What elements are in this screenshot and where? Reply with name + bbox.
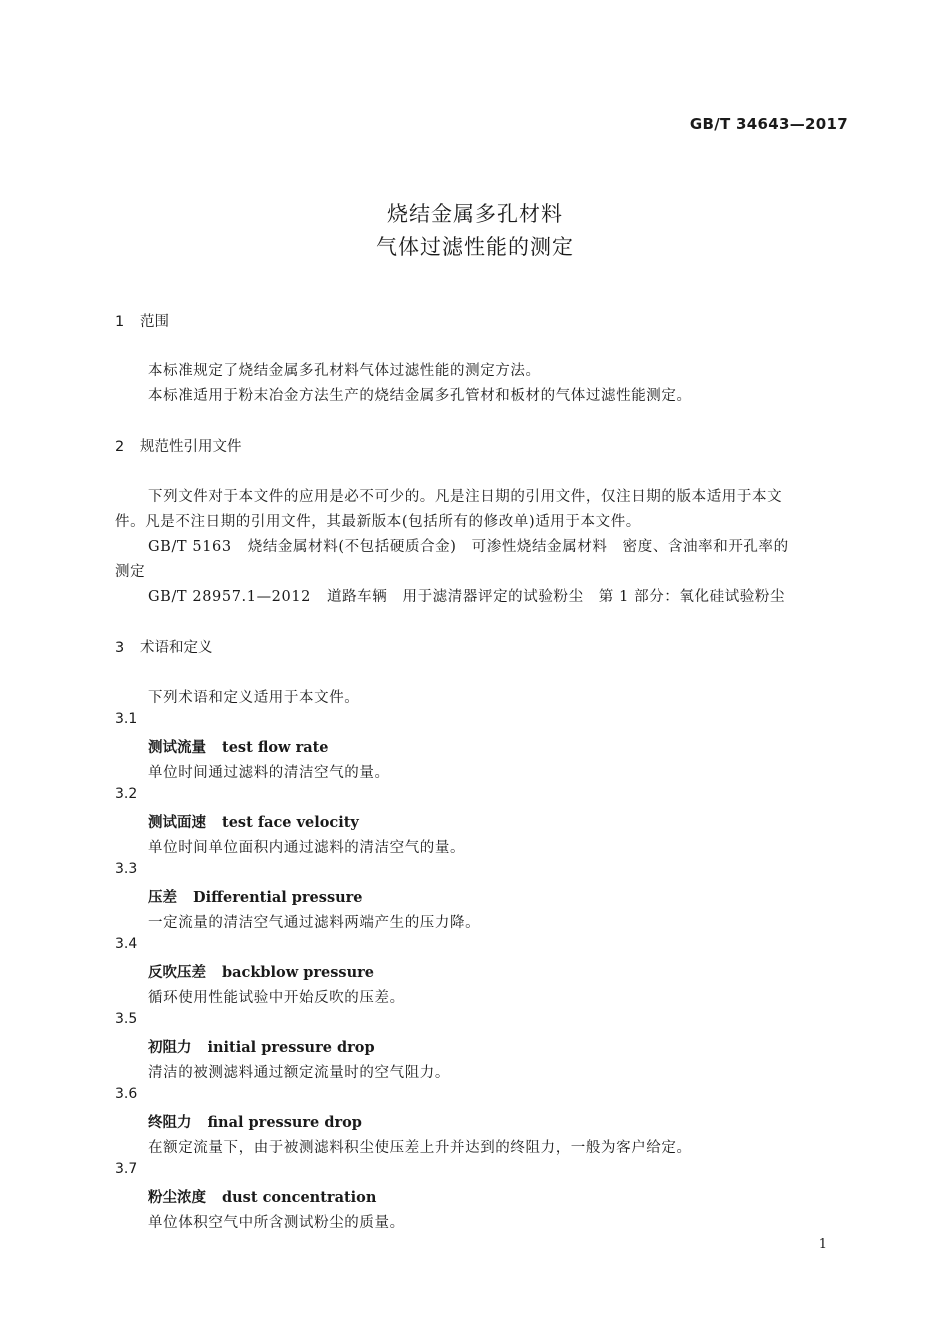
section-heading-normative xyxy=(115,435,242,456)
term-english: test flow rate xyxy=(222,739,329,756)
clause-number: 3.3 xyxy=(115,861,138,877)
reference-title: 烧结金属材料(不包括硬质合金) 可渗性烧结金属材料 密度、含油率和开孔率的 xyxy=(247,539,789,555)
reference-item xyxy=(148,535,789,556)
clause-number: 3.6 xyxy=(115,1086,138,1102)
term-definition: 在额定流量下，由于被测滤料积尘使压差上升并达到的终阻力，一般为客户给定。 xyxy=(148,1140,692,1156)
term-english: dust concentration xyxy=(222,1189,377,1206)
standard-number: GB/T 34643—2017 xyxy=(689,115,848,133)
clause-number: 3.5 xyxy=(115,1011,138,1027)
section-number: 1 xyxy=(115,314,125,330)
document-title-line1: 烧结金属多孔材料 xyxy=(387,202,563,226)
term-definition: 清洁的被测滤料通过额定流量时的空气阻力。 xyxy=(148,1065,450,1081)
terms-intro: 下列术语和定义适用于本文件。 xyxy=(148,690,360,706)
document-title-line2: 气体过滤性能的测定 xyxy=(376,235,574,259)
reference-item xyxy=(148,585,785,606)
term-chinese: 测试流量 xyxy=(148,740,206,756)
term-english: Differential pressure xyxy=(193,889,363,906)
section-title: 术语和定义 xyxy=(140,640,213,656)
term-entry xyxy=(148,886,363,907)
reference-title: 道路车辆 用于滤清器评定的试验粉尘 第 1 部分：氧化硅试验粉尘 xyxy=(326,589,786,605)
page-number: 1 xyxy=(818,1237,827,1252)
term-entry xyxy=(148,1036,375,1057)
term-definition: 单位时间通过滤料的清洁空气的量。 xyxy=(148,765,390,781)
term-entry xyxy=(148,811,359,832)
term-chinese: 测试面速 xyxy=(148,815,206,831)
section-title: 规范性引用文件 xyxy=(140,439,242,455)
term-entry xyxy=(148,736,329,757)
section-number: 2 xyxy=(115,439,125,455)
term-english: final pressure drop xyxy=(207,1114,362,1131)
clause-number: 3.4 xyxy=(115,936,138,952)
clause-number: 3.2 xyxy=(115,786,138,802)
reference-code: GB/T 28957.1—2012 xyxy=(148,589,311,605)
normative-intro-line2: 件。凡是不注日期的引用文件，其最新版本(包括所有的修改单)适用于本文件。 xyxy=(115,514,641,530)
clause-number: 3.7 xyxy=(115,1161,138,1177)
term-chinese: 粉尘浓度 xyxy=(148,1190,206,1206)
term-chinese: 压差 xyxy=(148,890,177,906)
scope-paragraph-2: 本标准适用于粉末冶金方法生产的烧结金属多孔管材和板材的气体过滤性能测定。 xyxy=(148,388,692,404)
reference-code: GB/T 5163 xyxy=(148,539,232,555)
term-entry xyxy=(148,961,374,982)
term-chinese: 反吹压差 xyxy=(148,965,206,981)
section-heading-scope xyxy=(115,310,169,331)
term-english: test face velocity xyxy=(222,814,359,831)
section-number: 3 xyxy=(115,640,125,656)
section-heading-terms xyxy=(115,636,213,657)
term-entry xyxy=(148,1111,362,1132)
section-title: 范围 xyxy=(140,314,169,330)
term-definition: 单位体积空气中所含测试粉尘的质量。 xyxy=(148,1215,405,1231)
term-definition: 单位时间单位面积内通过滤料的清洁空气的量。 xyxy=(148,840,466,856)
term-english: initial pressure drop xyxy=(207,1039,375,1056)
term-chinese: 终阻力 xyxy=(148,1115,192,1131)
normative-intro-line1: 下列文件对于本文件的应用是必不可少的。凡是注日期的引用文件，仅注日期的版本适用于本文 xyxy=(148,489,783,505)
term-definition: 一定流量的清洁空气通过滤料两端产生的压力降。 xyxy=(148,915,481,931)
term-chinese: 初阻力 xyxy=(148,1040,192,1056)
clause-number: 3.1 xyxy=(115,711,138,727)
term-english: backblow pressure xyxy=(222,964,374,981)
term-entry xyxy=(148,1186,376,1207)
scope-paragraph-1: 本标准规定了烧结金属多孔材料气体过滤性能的测定方法。 xyxy=(148,363,541,379)
term-definition: 循环使用性能试验中开始反吹的压差。 xyxy=(148,990,405,1006)
reference-title-continuation: 测定 xyxy=(115,564,146,580)
